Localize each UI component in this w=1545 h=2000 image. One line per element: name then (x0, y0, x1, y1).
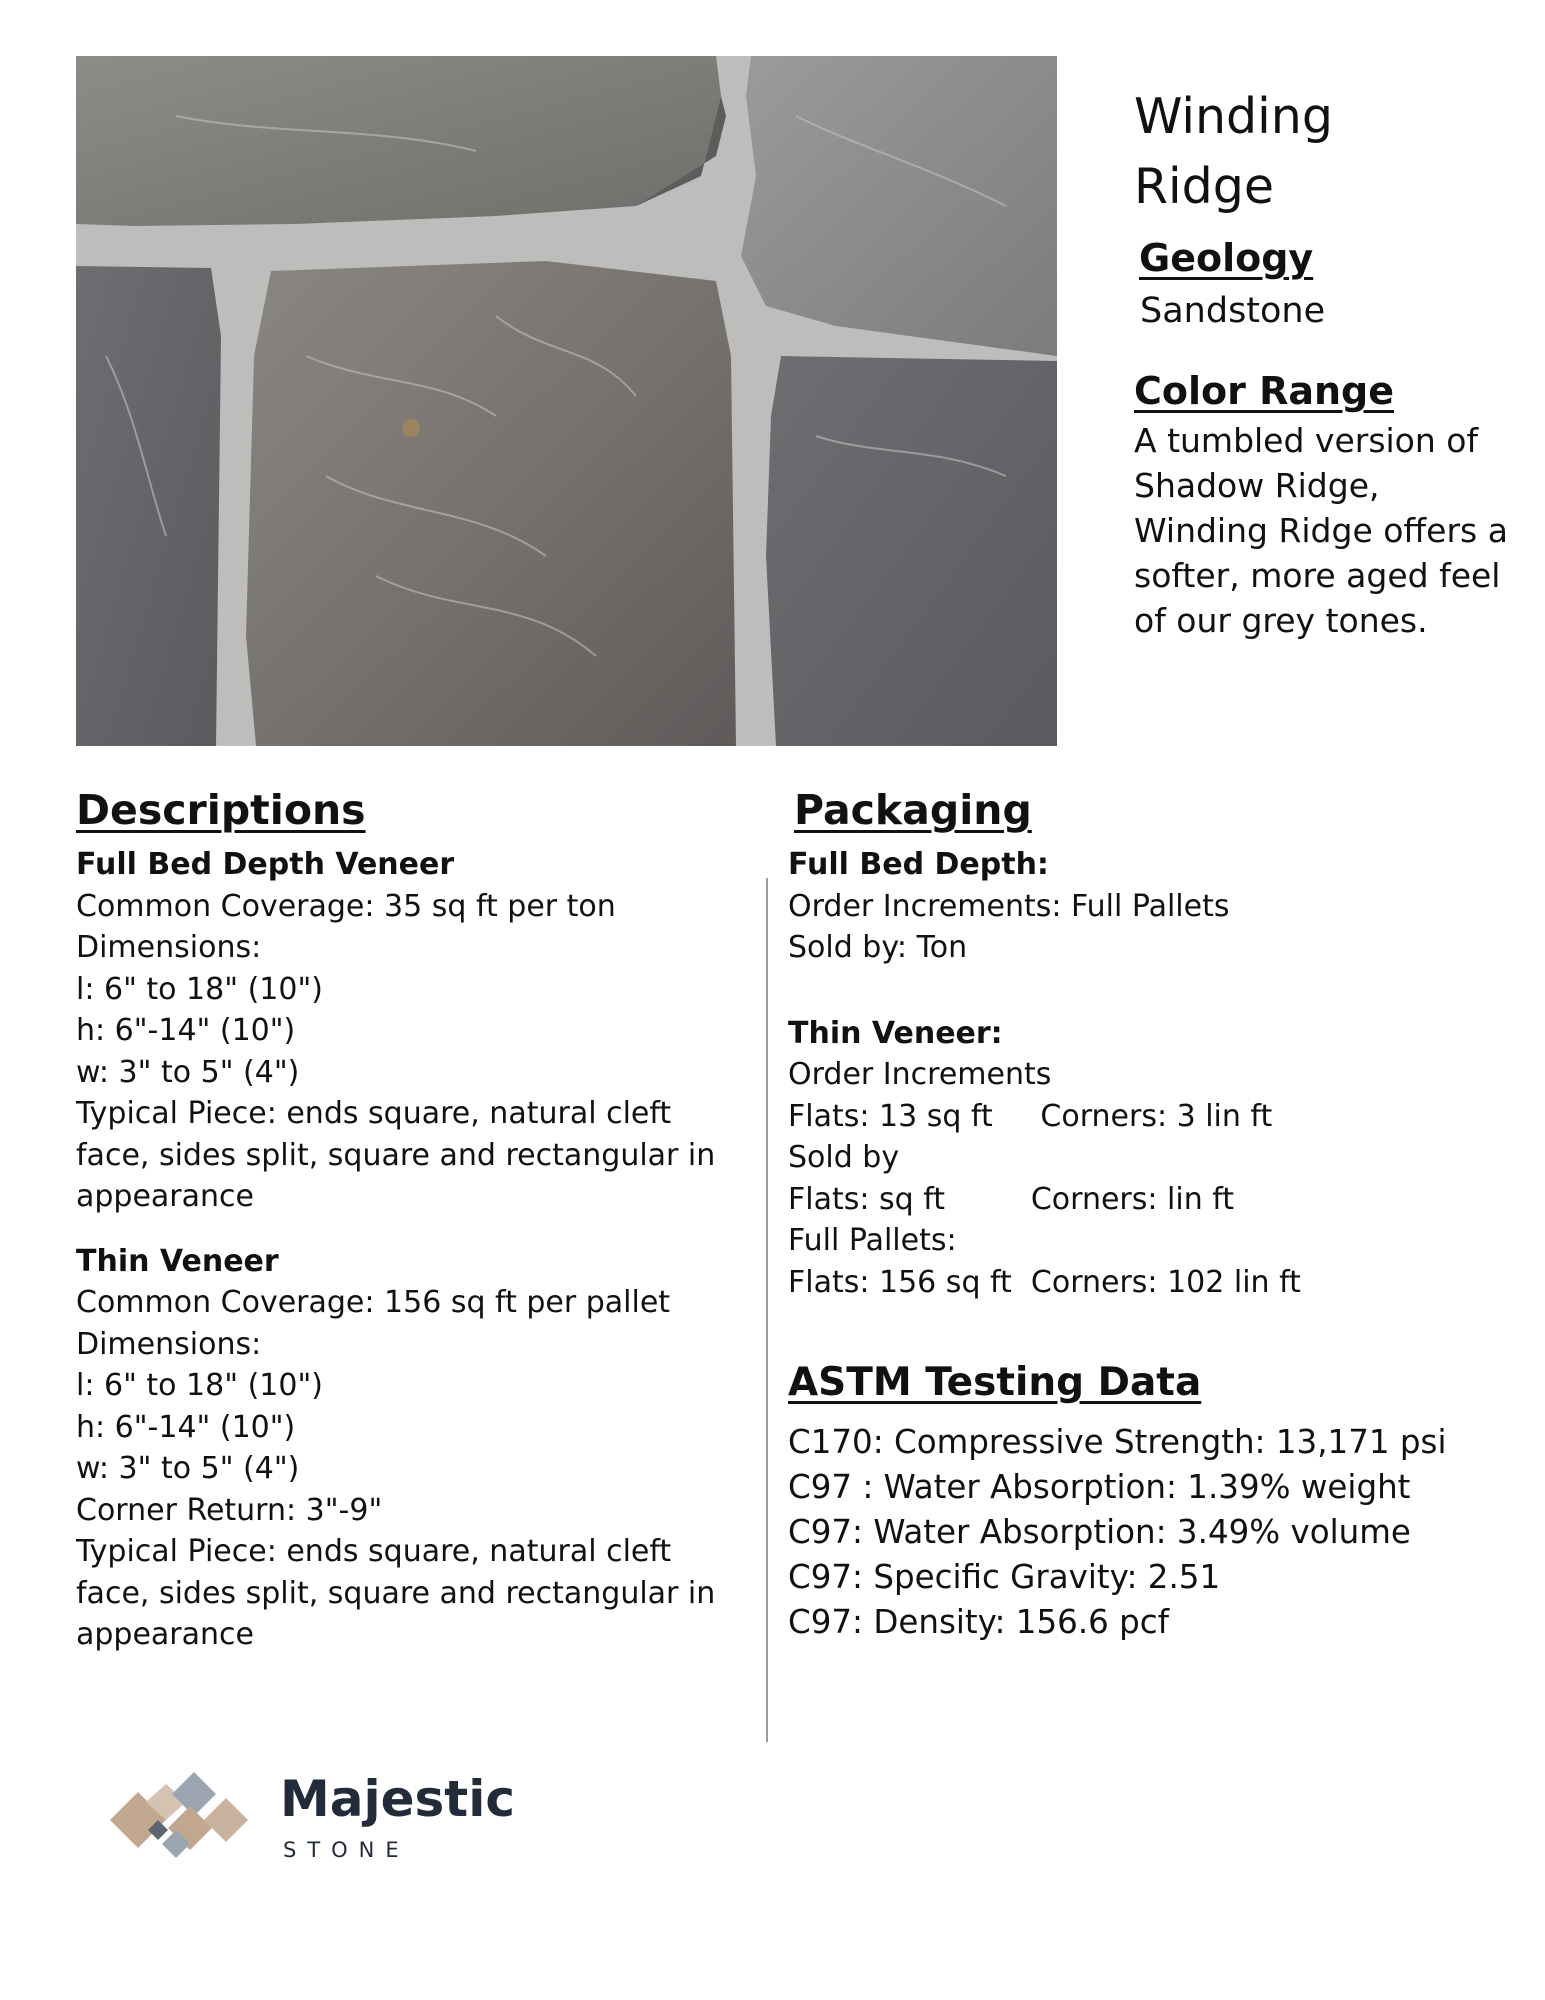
astm-item: C97: Water Absorption: 3.49% volume (788, 1513, 1411, 1551)
product-name (1134, 82, 1333, 222)
thin-veneer-width: w: 3" to 5" (4") (76, 1451, 300, 1486)
geology-value: Sandstone (1140, 291, 1326, 331)
column-divider (766, 878, 768, 1742)
stone-photo (76, 56, 1057, 746)
astm-list (788, 1420, 1446, 1645)
color-range-line: Winding Ridge offers a (1134, 511, 1508, 550)
product-name-line1: Winding (1134, 88, 1333, 145)
thin-veneer-coverage: Common Coverage: 156 sq ft per pallet (76, 1285, 671, 1320)
geology-heading: Geology (1139, 236, 1314, 280)
pack-thin-full-pallets-label: Full Pallets: (788, 1223, 957, 1258)
full-bed-height: h: 6"-14" (10") (76, 1013, 296, 1048)
astm-heading: ASTM Testing Data (788, 1360, 1202, 1405)
descriptions-heading: Descriptions (76, 786, 366, 834)
astm-item: C170: Compressive Strength: 13,171 psi (788, 1423, 1447, 1461)
full-bed-typical-line: Typical Piece: ends square, natural cleft (76, 1096, 672, 1131)
pack-thin-full-pallets-values: Flats: 156 sq ft Corners: 102 lin ft (788, 1264, 1301, 1300)
astm-item: C97: Specific Gravity: 2.51 (788, 1558, 1221, 1596)
pack-thin-increments-label: Order Increments (788, 1057, 1052, 1092)
majestic-stone-logo-icon (110, 1770, 260, 1870)
color-range-heading: Color Range (1134, 369, 1395, 413)
astm-item: C97: Density: 156.6 pcf (788, 1603, 1170, 1641)
color-range-line: of our grey tones. (1134, 601, 1428, 640)
color-range-line: softer, more aged feel (1134, 556, 1501, 595)
full-bed-typical-line: face, sides split, square and rectangular in (76, 1137, 716, 1173)
full-bed-coverage: Common Coverage: 35 sq ft per ton (76, 888, 616, 924)
pack-full-bed-sold-by: Sold by: Ton (788, 930, 968, 965)
thin-veneer-dimensions-label: Dimensions: (76, 1326, 262, 1362)
pack-full-bed-increments: Order Increments: Full Pallets (788, 888, 1230, 924)
thin-veneer-corner-return: Corner Return: 3"-9" (76, 1492, 383, 1528)
pack-full-bed-title: Full Bed Depth: (788, 847, 1049, 882)
thin-veneer-title: Thin Veneer (76, 1243, 279, 1279)
pack-thin-title: Thin Veneer: (788, 1015, 1003, 1051)
color-range-text (1134, 418, 1524, 643)
full-bed-width: w: 3" to 5" (4") (76, 1054, 300, 1090)
pack-thin-increments-values: Flats: 13 sq ft Corners: 3 lin ft (788, 1098, 1273, 1134)
pack-thin-sold-by-values: Flats: sq ft Corners: lin ft (788, 1181, 1235, 1217)
full-bed-title: Full Bed Depth Veneer (76, 847, 455, 882)
full-bed-typical-line: appearance (76, 1179, 254, 1214)
thin-veneer-typical-line: face, sides split, square and rectangular in (76, 1575, 716, 1611)
pack-thin-sold-by-label: Sold by (788, 1140, 900, 1175)
thin-veneer-typical-line: Typical Piece: ends square, natural cleft (76, 1534, 672, 1569)
color-range-line: A tumbled version of (1134, 421, 1479, 460)
thin-veneer-typical-line: appearance (76, 1617, 254, 1652)
astm-item: C97 : Water Absorption: 1.39% weight (788, 1468, 1411, 1506)
descriptions-column (76, 844, 716, 1656)
thin-veneer-height: h: 6"-14" (10") (76, 1409, 296, 1445)
color-range-line: Shadow Ridge, (1134, 466, 1380, 505)
logo-wordmark: Majestic (280, 1770, 515, 1828)
full-bed-length: l: 6" to 18" (10") (76, 971, 323, 1007)
packaging-column (788, 844, 1488, 1303)
full-bed-dimensions-label: Dimensions: (76, 930, 262, 965)
thin-veneer-length: l: 6" to 18" (10") (76, 1368, 323, 1403)
product-name-line2: Ridge (1134, 158, 1275, 215)
logo-subtitle: STONE (283, 1838, 410, 1862)
packaging-heading: Packaging (794, 786, 1032, 834)
